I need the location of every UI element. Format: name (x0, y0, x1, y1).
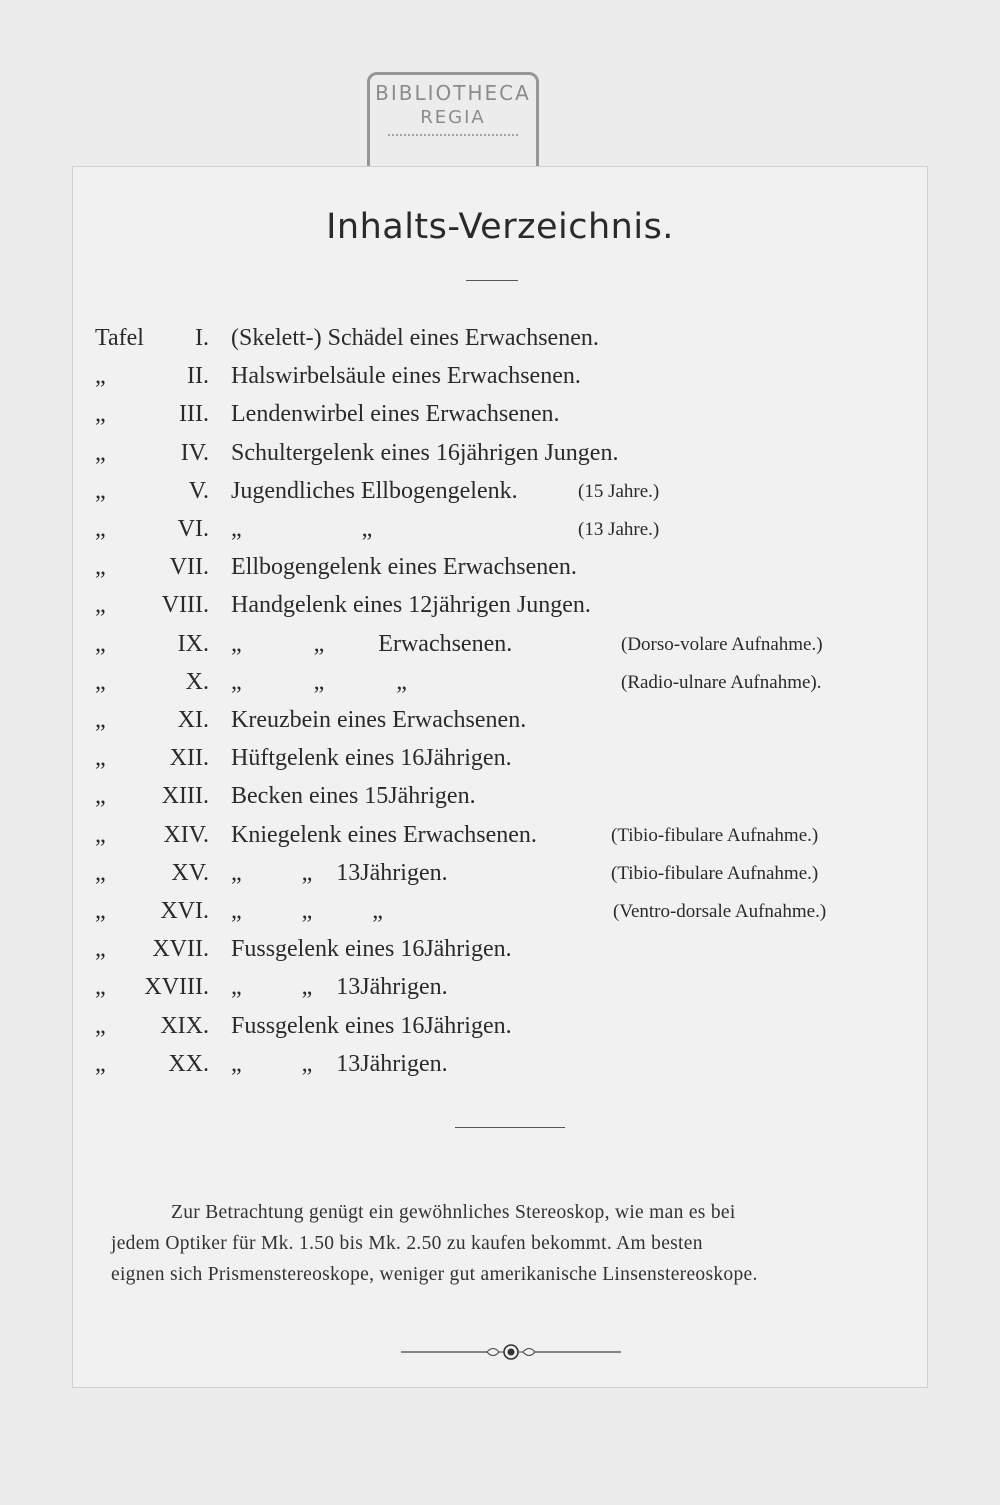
list-item (73, 363, 929, 401)
list-item (73, 707, 929, 745)
entry-prefix: „ (95, 1012, 106, 1039)
plate-description: Becken eines 15Jährigen. (231, 783, 476, 810)
plate-numeral: XI. (177, 707, 209, 733)
plate-description: Kniegelenk eines Erwachsenen. (231, 821, 537, 848)
plate-numeral: III. (179, 401, 209, 428)
list-item (73, 1051, 929, 1089)
plate-description: Halswirbelsäule eines Erwachsenen. (231, 363, 581, 390)
entry-prefix: „ (95, 554, 106, 581)
entry-prefix: „ (95, 707, 106, 733)
plate-description: „ „ 13Jährigen. (231, 1050, 448, 1077)
plate-numeral: V. (188, 477, 209, 504)
list-item (73, 478, 929, 516)
plate-note: (Tibio-fibulare Aufnahme.) (611, 862, 819, 884)
plate-note: (Radio-ulnare Aufnahme). (621, 671, 822, 693)
plate-numeral: IX. (177, 630, 209, 657)
plate-description: Kreuzbein eines Erwachsenen. (231, 707, 527, 733)
plate-note: (Dorso-volare Aufnahme.) (621, 633, 823, 655)
viewing-note (111, 1197, 907, 1290)
list-item (73, 822, 929, 860)
list-item (73, 936, 929, 974)
entry-prefix: „ (95, 516, 106, 542)
plate-description: Jugendliches Ellbogengelenk. (231, 477, 518, 504)
entry-prefix: „ (95, 477, 106, 504)
plate-description: (Skelett-) Schädel eines Erwachsenen. (231, 325, 599, 351)
viewing-note-line-1: Zur Betrachtung genügt ein gewöhnliches Stereoskop, wie man es bei (171, 1202, 736, 1223)
plate-note: (Tibio-fibulare Aufnahme.) (611, 824, 819, 846)
plate-numeral: VIII. (161, 592, 209, 619)
list-item (73, 554, 929, 592)
list-item (73, 745, 929, 783)
plate-description: „ „ „ (231, 668, 407, 695)
stamp-line-2: REGIA (420, 107, 486, 128)
list-item (73, 783, 929, 821)
entry-prefix: „ (95, 592, 106, 619)
list-item (73, 1013, 929, 1051)
plate-description: „ „ „ (231, 898, 383, 924)
entry-prefix: „ (95, 898, 106, 924)
list-item (73, 440, 929, 478)
list-item (73, 669, 929, 707)
list-item (73, 898, 929, 936)
list-item (73, 631, 929, 669)
viewing-note-line-2: jedem Optiker für Mk. 1.50 bis Mk. 2.50 zu kaufen bekommt. Am besten (111, 1233, 703, 1254)
plate-numeral: XX. (168, 1050, 209, 1077)
plate-note: (13 Jahre.) (578, 519, 660, 540)
plate-description: Hüftgelenk eines 16Jährigen. (231, 745, 512, 772)
list-item (73, 401, 929, 439)
plate-numeral: XIX. (160, 1012, 209, 1039)
list-item (73, 325, 929, 363)
plate-numeral: VII. (169, 554, 209, 581)
entry-prefix: „ (95, 363, 106, 390)
entry-prefix: „ (95, 745, 106, 772)
plate-numeral: I. (195, 325, 209, 351)
entry-prefix: „ (95, 668, 106, 695)
plate-description: Lendenwirbel eines Erwachsenen. (231, 401, 560, 428)
list-item (73, 974, 929, 1012)
ornamental-divider-icon (401, 1341, 621, 1363)
plate-numeral: X. (185, 668, 209, 695)
plate-numeral: XVII. (152, 936, 209, 963)
plate-numeral: XII. (169, 745, 209, 772)
plate-note: (Ventro-dorsale Aufnahme.) (613, 901, 827, 922)
list-item (73, 860, 929, 898)
section-divider (455, 1127, 565, 1128)
plate-description: „ „ 13Jährigen. (231, 859, 448, 886)
plate-description: Fussgelenk eines 16Jährigen. (231, 1012, 512, 1039)
entry-prefix: „ (95, 401, 106, 428)
entry-prefix: Tafel (95, 325, 144, 351)
plate-description: „ „ 13Jährigen. (231, 974, 448, 1001)
plate-description: Schultergelenk eines 16jährigen Jungen. (231, 439, 619, 466)
plate-numeral: IV. (180, 439, 209, 466)
content-sheet (72, 166, 928, 1388)
entry-prefix: „ (95, 1050, 106, 1077)
plate-numeral: XV. (171, 859, 209, 886)
plate-description: Fussgelenk eines 16Jährigen. (231, 936, 512, 963)
entry-prefix: „ (95, 936, 106, 963)
entry-prefix: „ (95, 439, 106, 466)
entry-prefix: „ (95, 783, 106, 810)
plate-numeral: II. (187, 363, 209, 390)
plate-description: „ „ Erwachsenen. (231, 630, 513, 657)
plate-numeral: XIII. (161, 783, 209, 810)
list-item (73, 516, 929, 554)
plate-note: (15 Jahre.) (578, 480, 660, 502)
plate-numeral: VI. (177, 516, 209, 542)
stamp-dotted-line (388, 134, 518, 136)
plate-description: Ellbogengelenk eines Erwachsenen. (231, 554, 577, 581)
list-item (73, 592, 929, 630)
stamp-line-1: BIBLIOTHECA (375, 81, 531, 105)
plate-description: Handgelenk eines 12jährigen Jungen. (231, 592, 591, 619)
entry-prefix: „ (95, 974, 106, 1001)
plate-description: „ „ (231, 516, 373, 542)
entry-prefix: „ (95, 859, 106, 886)
plate-numeral: XIV. (163, 821, 209, 848)
plate-numeral: XVIII. (144, 974, 209, 1001)
viewing-note-line-3: eignen sich Prismenstereoskope, weniger gut amerikanische Linsenstereoskope. (111, 1264, 758, 1285)
plate-numeral: XVI. (160, 898, 209, 924)
page-title: Inhalts-Verzeichnis. (326, 207, 674, 247)
title-divider (466, 280, 518, 281)
entry-prefix: „ (95, 630, 106, 657)
entry-prefix: „ (95, 821, 106, 848)
